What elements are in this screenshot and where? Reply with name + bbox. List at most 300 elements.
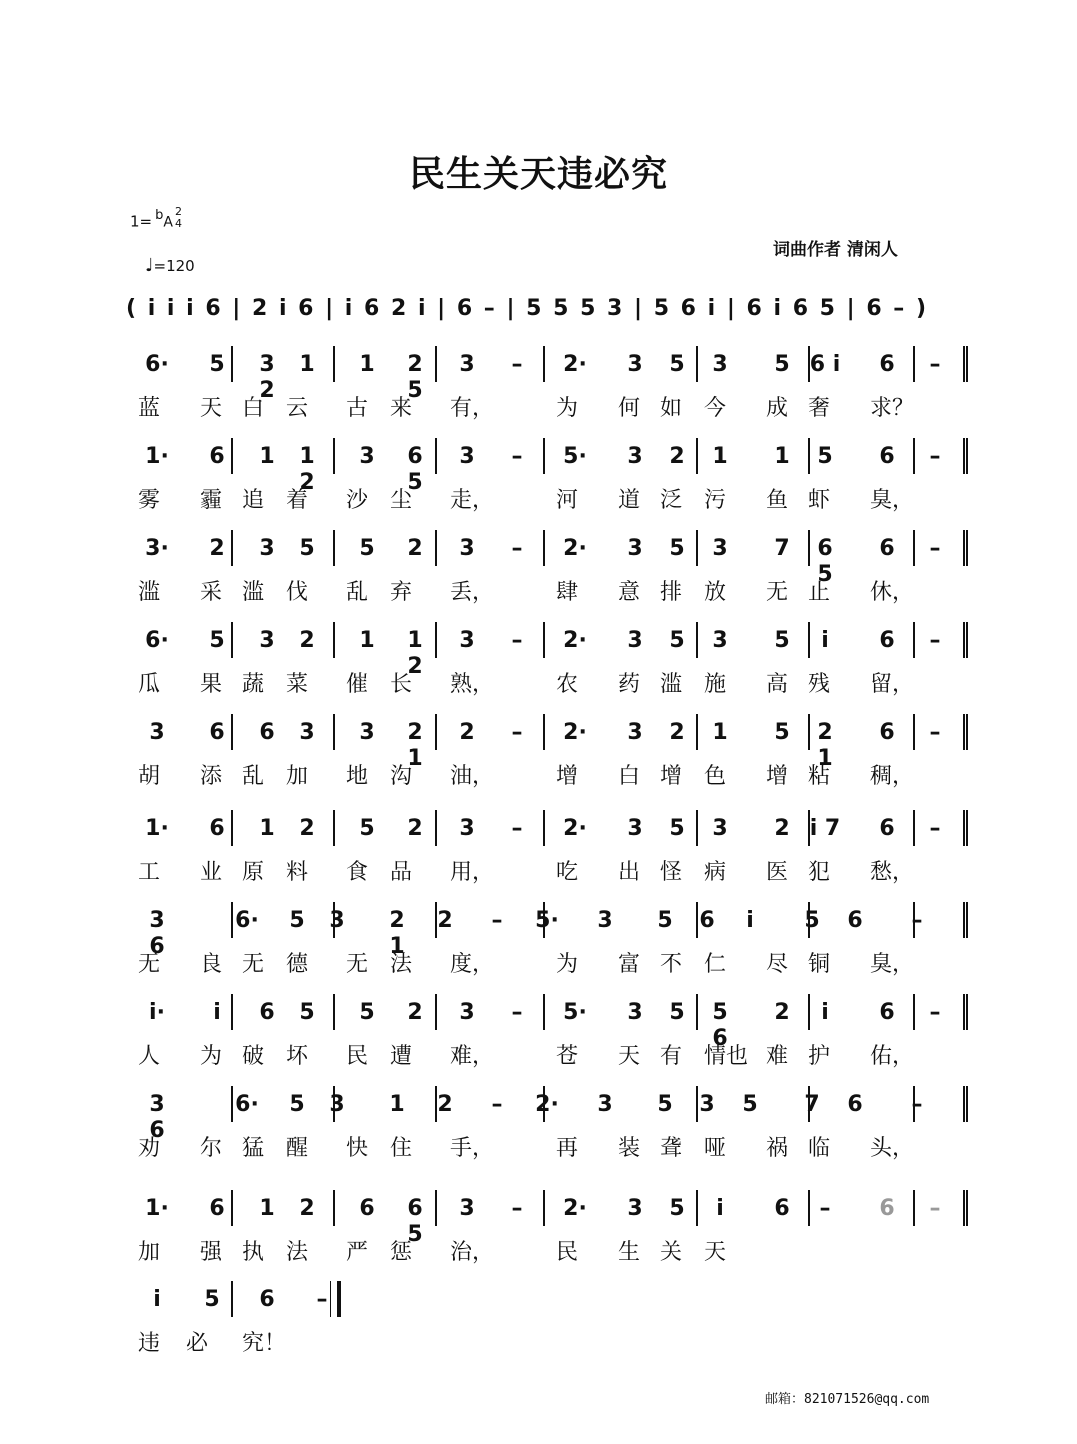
note: 5: [657, 1092, 673, 1117]
note: 2: [407, 816, 423, 841]
note: 2 5: [407, 352, 423, 403]
lyric-word: 滥: [242, 580, 265, 605]
note: 2·: [563, 536, 587, 561]
lyric-word: 放: [704, 580, 727, 605]
bar-line: [543, 622, 545, 658]
lyric-word: 天: [200, 396, 223, 421]
bar-line: [435, 810, 437, 846]
note: 1·: [145, 1196, 169, 1221]
lyric-word: 天: [704, 1240, 727, 1265]
note: 3: [459, 536, 475, 561]
bar-line: [808, 902, 810, 938]
bar-line: [435, 994, 437, 1030]
note: 6: [879, 536, 895, 561]
lyric-word: 白: [242, 396, 265, 421]
note: 2: [774, 816, 790, 841]
lyric-word: 执: [242, 1240, 265, 1265]
lyric-word: 如: [660, 396, 683, 421]
lyric-row: [138, 1136, 978, 1166]
notation-row: [138, 720, 978, 771]
bar-line: [435, 1190, 437, 1226]
lyric-word: 长: [390, 672, 413, 697]
note: 2: [299, 1196, 315, 1221]
lyric-word: 临: [808, 1136, 831, 1161]
lyric-word: 遭: [390, 1044, 413, 1069]
lyric-word: 肆: [556, 580, 579, 605]
note: 3: [712, 816, 728, 841]
notation-row: [138, 1000, 978, 1051]
note: –: [911, 1092, 923, 1117]
lyric-word: 生: [618, 1240, 641, 1265]
bar-line: [333, 530, 335, 566]
note: 3: [627, 628, 643, 653]
note: 1: [712, 720, 728, 745]
bar-line: [435, 622, 437, 658]
lyric-word: 情也: [704, 1044, 749, 1069]
bar-line: [435, 346, 437, 382]
bar-line: [696, 438, 698, 474]
bar-line: [435, 530, 437, 566]
bar-line: [543, 346, 545, 382]
bar-line: [543, 1190, 545, 1226]
lyric-word: 法: [390, 952, 413, 977]
lyric-word: 医: [766, 860, 789, 885]
key-note: A: [163, 214, 173, 231]
note: 2·: [563, 628, 587, 653]
note: 3: [627, 444, 643, 469]
lyric-word: 施: [704, 672, 727, 697]
bar-line: [333, 902, 335, 938]
note: 2 1: [389, 908, 405, 959]
bar-line: [963, 622, 965, 658]
bar-line: [966, 994, 968, 1030]
bar-line: [333, 714, 335, 750]
lyric-word: 原: [242, 860, 265, 885]
lyric-row: [138, 580, 978, 610]
bar-line: [231, 438, 233, 474]
lyric-word: 德: [286, 952, 309, 977]
bar-line: [333, 994, 335, 1030]
bar-line: [543, 994, 545, 1030]
lyric-word: 今: [704, 396, 727, 421]
bar-line: [696, 622, 698, 658]
note: 5: [774, 352, 790, 377]
note: 5: [359, 816, 375, 841]
note: –: [929, 444, 941, 469]
note: 5 6: [712, 1000, 728, 1051]
bar-line: [966, 1190, 968, 1226]
lyric-word: 护: [808, 1044, 831, 1069]
notation-row: [138, 1092, 978, 1143]
lyric-word: 破: [242, 1044, 265, 1069]
lyric-word: 加: [286, 764, 309, 789]
lyric-word: 究！: [242, 1331, 287, 1356]
note: 3 2: [259, 352, 275, 403]
lyric-word: 沟: [390, 764, 413, 789]
lyric-word: 弃: [390, 580, 413, 605]
note: –: [819, 1196, 831, 1221]
lyric-word: 虾: [808, 488, 831, 513]
bar-line: [966, 346, 968, 382]
notation-row: [138, 352, 978, 403]
bar-line: [231, 1281, 233, 1317]
bar-line: [696, 1086, 698, 1122]
lyric-word: 用，: [450, 860, 495, 885]
lyric-word: 成: [766, 396, 789, 421]
note: i·: [149, 1000, 165, 1025]
lyric-word: 良: [200, 952, 223, 977]
lyric-word: 不: [660, 952, 683, 977]
note: 2·: [563, 720, 587, 745]
bar-line: [963, 346, 965, 382]
note: –: [511, 1000, 523, 1025]
note: i: [821, 628, 829, 653]
note: 5·: [535, 908, 559, 933]
bar-line: [543, 1086, 545, 1122]
note: 5: [289, 908, 305, 933]
note: 1·: [145, 444, 169, 469]
lyric-word: 无: [346, 952, 369, 977]
notation-row: [138, 1196, 978, 1247]
note: 3: [259, 628, 275, 653]
bar-line: [966, 1086, 968, 1122]
note: 3: [459, 1196, 475, 1221]
time-top: 2: [174, 205, 182, 218]
lyric-word: 油，: [450, 764, 495, 789]
bar-line: [333, 346, 335, 382]
note: 6: [879, 628, 895, 653]
note: 5·: [563, 444, 587, 469]
note: 6: [879, 444, 895, 469]
bar-line: [231, 714, 233, 750]
lyric-word: 无: [138, 952, 161, 977]
bar-line: [966, 622, 968, 658]
bar-line: [696, 346, 698, 382]
note: –: [316, 1287, 328, 1312]
lyric-word: 犯: [808, 860, 831, 885]
bar-line: [966, 714, 968, 750]
notation-row: [138, 908, 978, 959]
note: 3: [627, 352, 643, 377]
lyric-word: 民: [346, 1044, 369, 1069]
lyric-word: 果: [200, 672, 223, 697]
note: 3: [299, 720, 315, 745]
note: 2·: [563, 352, 587, 377]
lyric-word: 料: [286, 860, 309, 885]
note: –: [511, 444, 523, 469]
contact-email: 邮箱：821071526@qq.com: [765, 1392, 930, 1407]
note: 6: [879, 720, 895, 745]
lyric-word: 强: [200, 1240, 223, 1265]
lyric-word: 为: [200, 1044, 223, 1069]
note: 5: [774, 628, 790, 653]
notation-row: [138, 628, 978, 679]
lyric-word: 增: [556, 764, 579, 789]
lyric-word: 人: [138, 1044, 161, 1069]
note: i: [821, 1000, 829, 1025]
note: 3: [597, 908, 613, 933]
lyric-word: 蔬: [242, 672, 265, 697]
lyric-word: 佑，: [870, 1044, 915, 1069]
note: 6: [259, 1000, 275, 1025]
bar-line: [808, 1086, 810, 1122]
note: 6: [847, 908, 863, 933]
lyric-word: 尔: [200, 1136, 223, 1161]
note: 6: [879, 352, 895, 377]
note: 2·: [563, 816, 587, 841]
bar-line: [913, 714, 915, 750]
notation-row: [138, 536, 978, 587]
note: 6: [209, 816, 225, 841]
lyric-word: 猛: [242, 1136, 265, 1161]
note: 1: [359, 628, 375, 653]
note: 3 6: [149, 1092, 165, 1143]
lyric-word: 污: [704, 488, 727, 513]
note: –: [929, 352, 941, 377]
note: –: [911, 908, 923, 933]
lyric-word: 走，: [450, 488, 495, 513]
note: 6: [209, 720, 225, 745]
intro-row: [126, 296, 978, 336]
bar-line: [231, 622, 233, 658]
bar-line: [963, 714, 965, 750]
lyric-word: 住: [390, 1136, 413, 1161]
note: 2: [407, 1000, 423, 1025]
lyric-word: 何: [618, 396, 641, 421]
bar-line: [966, 438, 968, 474]
bar-line: [808, 810, 810, 846]
note: 5: [289, 1092, 305, 1117]
note: 2: [437, 1092, 453, 1117]
bar-line: [913, 346, 915, 382]
lyric-row: [138, 1044, 978, 1074]
note: –: [929, 816, 941, 841]
note: –: [511, 720, 523, 745]
note: 3 6: [149, 908, 165, 959]
note: 1: [712, 444, 728, 469]
bar-line: [543, 810, 545, 846]
lyric-word: 高: [766, 672, 789, 697]
bar-line: [333, 1086, 335, 1122]
bar-line: [808, 622, 810, 658]
note: 5: [669, 352, 685, 377]
note: 3: [627, 1000, 643, 1025]
note: 2·: [535, 1092, 559, 1117]
note: 2: [299, 816, 315, 841]
lyric-word: 粘: [808, 764, 831, 789]
lyric-word: 农: [556, 672, 579, 697]
bar-line: [435, 438, 437, 474]
lyric-word: 菜: [286, 672, 309, 697]
note: 1: [299, 352, 315, 377]
bar-line: [808, 1190, 810, 1226]
note: 5: [669, 1196, 685, 1221]
lyric-word: 快: [346, 1136, 369, 1161]
lyric-word: 稠，: [870, 764, 915, 789]
lyric-word: 再: [556, 1136, 579, 1161]
lyric-word: 留，: [870, 672, 915, 697]
note: 3: [359, 720, 375, 745]
song-title: 民生关天违必究: [408, 154, 668, 195]
note: 7: [774, 536, 790, 561]
bar-line: [231, 810, 233, 846]
lyric-word: 工: [138, 860, 161, 885]
note: 5: [299, 536, 315, 561]
note: 1: [774, 444, 790, 469]
bar-line: [333, 810, 335, 846]
note: 6·: [235, 908, 259, 933]
bar-line: [333, 438, 335, 474]
lyric-word: 有，: [450, 396, 495, 421]
note: 3: [329, 1092, 345, 1117]
notation-row: [138, 816, 978, 856]
lyric-word: 仁: [704, 952, 727, 977]
note: 2·: [563, 1196, 587, 1221]
bar-line: [435, 902, 437, 938]
note: 5: [359, 536, 375, 561]
bar-line: [231, 1086, 233, 1122]
note: 1: [259, 444, 275, 469]
note: 3: [712, 628, 728, 653]
bar-line: [963, 994, 965, 1030]
note: 5: [669, 816, 685, 841]
note: 2: [669, 720, 685, 745]
lyric-word: 醒: [286, 1136, 309, 1161]
note: 3: [459, 628, 475, 653]
note: 5: [804, 908, 820, 933]
bar-line: [543, 902, 545, 938]
author-credit: 词曲作者 清闲人: [773, 240, 898, 260]
lyric-word: 严: [346, 1240, 369, 1265]
note: 3: [627, 816, 643, 841]
lyric-word: 意: [618, 580, 641, 605]
lyric-word: 古: [346, 396, 369, 421]
notation-row: [138, 1287, 978, 1327]
lyric-word: 乱: [346, 580, 369, 605]
note: 5: [359, 1000, 375, 1025]
lyric-word: 熟，: [450, 672, 495, 697]
lyric-word: 惩: [390, 1240, 413, 1265]
time-bottom: 4: [174, 217, 182, 230]
bar-line: [808, 714, 810, 750]
note: 6: [209, 444, 225, 469]
note: 1: [359, 352, 375, 377]
note: i 7: [809, 816, 841, 841]
note: 6 5: [407, 444, 423, 495]
note: –: [511, 628, 523, 653]
note: 3: [329, 908, 345, 933]
lyric-word: 愁，: [870, 860, 915, 885]
lyric-row: [138, 1331, 978, 1361]
note: 2 1: [407, 720, 423, 771]
lyric-word: 铜: [808, 952, 831, 977]
bar-line: [913, 994, 915, 1030]
bar-line: [435, 714, 437, 750]
bar-line: [696, 810, 698, 846]
note: 6: [699, 908, 715, 933]
bar-line: [913, 438, 915, 474]
lyric-word: 泛: [660, 488, 683, 513]
note: 2: [299, 628, 315, 653]
bar-line: [435, 1086, 437, 1122]
bar-line: [913, 902, 915, 938]
bar-line: [913, 1190, 915, 1226]
bar-line: [696, 530, 698, 566]
lyric-word: 装: [618, 1136, 641, 1161]
lyric-word: 难，: [450, 1044, 495, 1069]
bar-line: [966, 810, 968, 846]
lyric-word: 丢，: [450, 580, 495, 605]
note: 2: [407, 536, 423, 561]
note: 3: [459, 444, 475, 469]
lyric-row: [138, 672, 978, 702]
note: 2: [774, 1000, 790, 1025]
bar-line: [231, 902, 233, 938]
note: 5: [742, 1092, 758, 1117]
final-barline: [330, 1281, 341, 1317]
lyric-word: 为: [556, 396, 579, 421]
lyric-word: 白: [618, 764, 641, 789]
lyric-word: 怪: [660, 860, 683, 885]
bar-line: [963, 1086, 965, 1122]
lyric-word: 臭，: [870, 952, 915, 977]
bar-line: [808, 994, 810, 1030]
lyric-word: 云: [286, 396, 309, 421]
lyric-word: 品: [390, 860, 413, 885]
note: 6: [359, 1196, 375, 1221]
note: 3: [627, 720, 643, 745]
lyric-word: 蓝: [138, 396, 161, 421]
note: 2: [669, 444, 685, 469]
lyric-word: 雾: [138, 488, 161, 513]
lyric-word: 求？: [870, 396, 915, 421]
bar-line: [963, 1190, 965, 1226]
bar-line: [696, 714, 698, 750]
note: 5: [209, 628, 225, 653]
note: 5: [817, 444, 833, 469]
note: 1·: [145, 816, 169, 841]
note: 5: [299, 1000, 315, 1025]
note: 6: [259, 1287, 275, 1312]
note: –: [929, 628, 941, 653]
bar-line: [808, 438, 810, 474]
note: 6 5: [407, 1196, 423, 1247]
lyric-word: 聋: [660, 1136, 683, 1161]
note: 6: [209, 1196, 225, 1221]
lyric-row: [138, 488, 978, 518]
note: 5: [204, 1287, 220, 1312]
note: 6 i: [809, 352, 841, 377]
lyric-word: 乱: [242, 764, 265, 789]
bar-line: [231, 994, 233, 1030]
note: 1 2: [407, 628, 423, 679]
lyric-row: [138, 952, 978, 982]
note: 6: [879, 1196, 895, 1221]
note: 2: [209, 536, 225, 561]
note: 2: [459, 720, 475, 745]
note: 3: [459, 816, 475, 841]
lyric-word: 臭，: [870, 488, 915, 513]
note: 3: [459, 1000, 475, 1025]
lyric-word: 坏: [286, 1044, 309, 1069]
lyric-word: 违: [138, 1331, 161, 1356]
lyric-word: 地: [346, 764, 369, 789]
note: 1: [259, 816, 275, 841]
lyric-word: 食: [346, 860, 369, 885]
note: 3·: [145, 536, 169, 561]
bar-line: [963, 810, 965, 846]
note: 6: [879, 816, 895, 841]
